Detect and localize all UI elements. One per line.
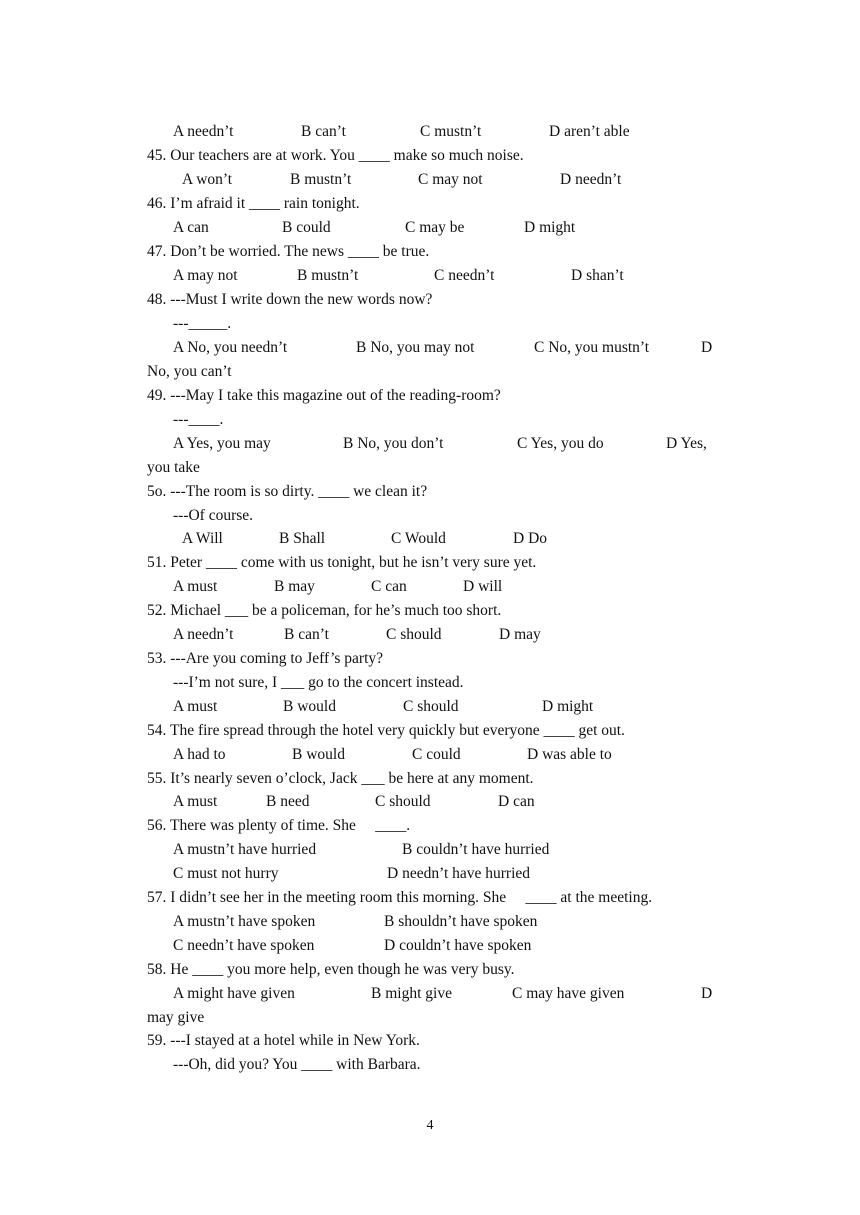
question-text: 49. ---May I take this magazine out of the reading-room? [147,387,501,404]
option: B may [274,578,315,595]
question-text: 58. He ____ you more help, even though he was very busy. [147,961,515,978]
option: C needn’t [434,267,495,284]
option: B couldn’t have hurried [402,841,550,858]
option: C needn’t have spoken [173,937,315,954]
option: B can’t [301,123,346,140]
option: B can’t [284,626,329,643]
question-text: 5o. ---The room is so dirty. ____ we clean it? [147,483,428,500]
option: D may [499,626,541,643]
option: D couldn’t have spoken [384,937,532,954]
option: D shan’t [571,267,624,284]
question-text: 57. I didn’t see her in the meeting room this morning. She ____ at the meeting. [147,889,653,906]
option: B No, you may not [356,339,475,356]
option-continuation: may give [147,1009,205,1026]
question-text: 48. ---Must I write down the new words now? [147,291,433,308]
option: C Would [391,530,446,547]
option: B mustn’t [297,267,359,284]
option: C Yes, you do [517,435,604,452]
option: D will [463,578,503,595]
options-line [173,338,713,358]
question-text: 51. Peter ____ come with us tonight, but he isn’t very sure yet. [147,554,537,571]
option: B No, you don’t [343,435,444,452]
option: B need [266,793,310,810]
question-text: 55. It’s nearly seven o’clock, Jack ___ be here at any moment. [147,770,534,787]
option-continuation: No, you can’t [147,363,232,380]
question-text: 52. Michael ___ be a policeman, for he’s much too short. [147,602,502,619]
option: B might give [371,985,452,1002]
dialogue-line: ---I’m not sure, I ___ go to the concert instead. [173,674,464,691]
option: A had to [173,746,226,763]
option: D [701,339,713,356]
option: C must not hurry [173,865,279,882]
option: D Do [513,530,548,547]
question-text: 45. Our teachers are at work. You ____ make so much noise. [147,147,524,164]
option: A might have given [173,985,295,1002]
option: D aren’t able [549,123,630,140]
option: B would [283,698,336,715]
question-text: 46. I’m afraid it ____ rain tonight. [147,195,360,212]
option: A must [173,578,218,595]
option: A can [173,219,209,236]
option: C should [375,793,431,810]
option: C mustn’t [420,123,482,140]
option: C should [403,698,459,715]
option: A Yes, you may [173,435,271,452]
option: D needn’t have hurried [387,865,531,882]
option: C No, you mustn’t [534,339,650,356]
option: D needn’t [560,171,622,188]
option: C may not [418,171,483,188]
dialogue-line: ---Oh, did you? You ____ with Barbara. [173,1056,421,1073]
answer-blank: ---_____. [173,315,232,332]
page-number: 4 [426,1118,434,1133]
option: C could [412,746,461,763]
question-text: 56. There was plenty of time. She ____. [147,817,411,834]
option: C can [371,578,407,595]
question-text: 54. The fire spread through the hotel very quickly but everyone ____ get out. [147,722,625,739]
option: A needn’t [173,123,234,140]
option: D might [524,219,576,236]
option: B mustn’t [290,171,352,188]
option: D was able to [527,746,612,763]
answer-blank: ---____. [173,411,224,428]
option: A must [173,698,218,715]
dialogue-line: ---Of course. [173,507,254,524]
question-text: 53. ---Are you coming to Jeff’s party? [147,650,384,667]
option: A needn’t [173,626,234,643]
option: D Yes, [666,435,707,452]
option: A mustn’t have hurried [173,841,317,858]
option: B could [282,219,331,236]
options-line [173,984,713,1004]
option: A won’t [182,171,233,188]
option: C may be [405,219,465,236]
option: D might [542,698,594,715]
option: A must [173,793,218,810]
option: C should [386,626,442,643]
option: D [701,985,713,1002]
option: B Shall [279,530,326,547]
options-line [173,434,713,454]
option-continuation: you take [147,459,200,476]
question-text: 47. Don’t be worried. The news ____ be true. [147,243,430,260]
option: B would [292,746,345,763]
option: A may not [173,267,238,284]
option: C may have given [512,985,625,1002]
option: D can [498,793,535,810]
option: A Will [182,530,223,547]
option: A mustn’t have spoken [173,913,316,930]
option: B shouldn’t have spoken [384,913,538,930]
question-text: 59. ---I stayed at a hotel while in New York. [147,1032,420,1049]
option: A No, you needn’t [173,339,288,356]
